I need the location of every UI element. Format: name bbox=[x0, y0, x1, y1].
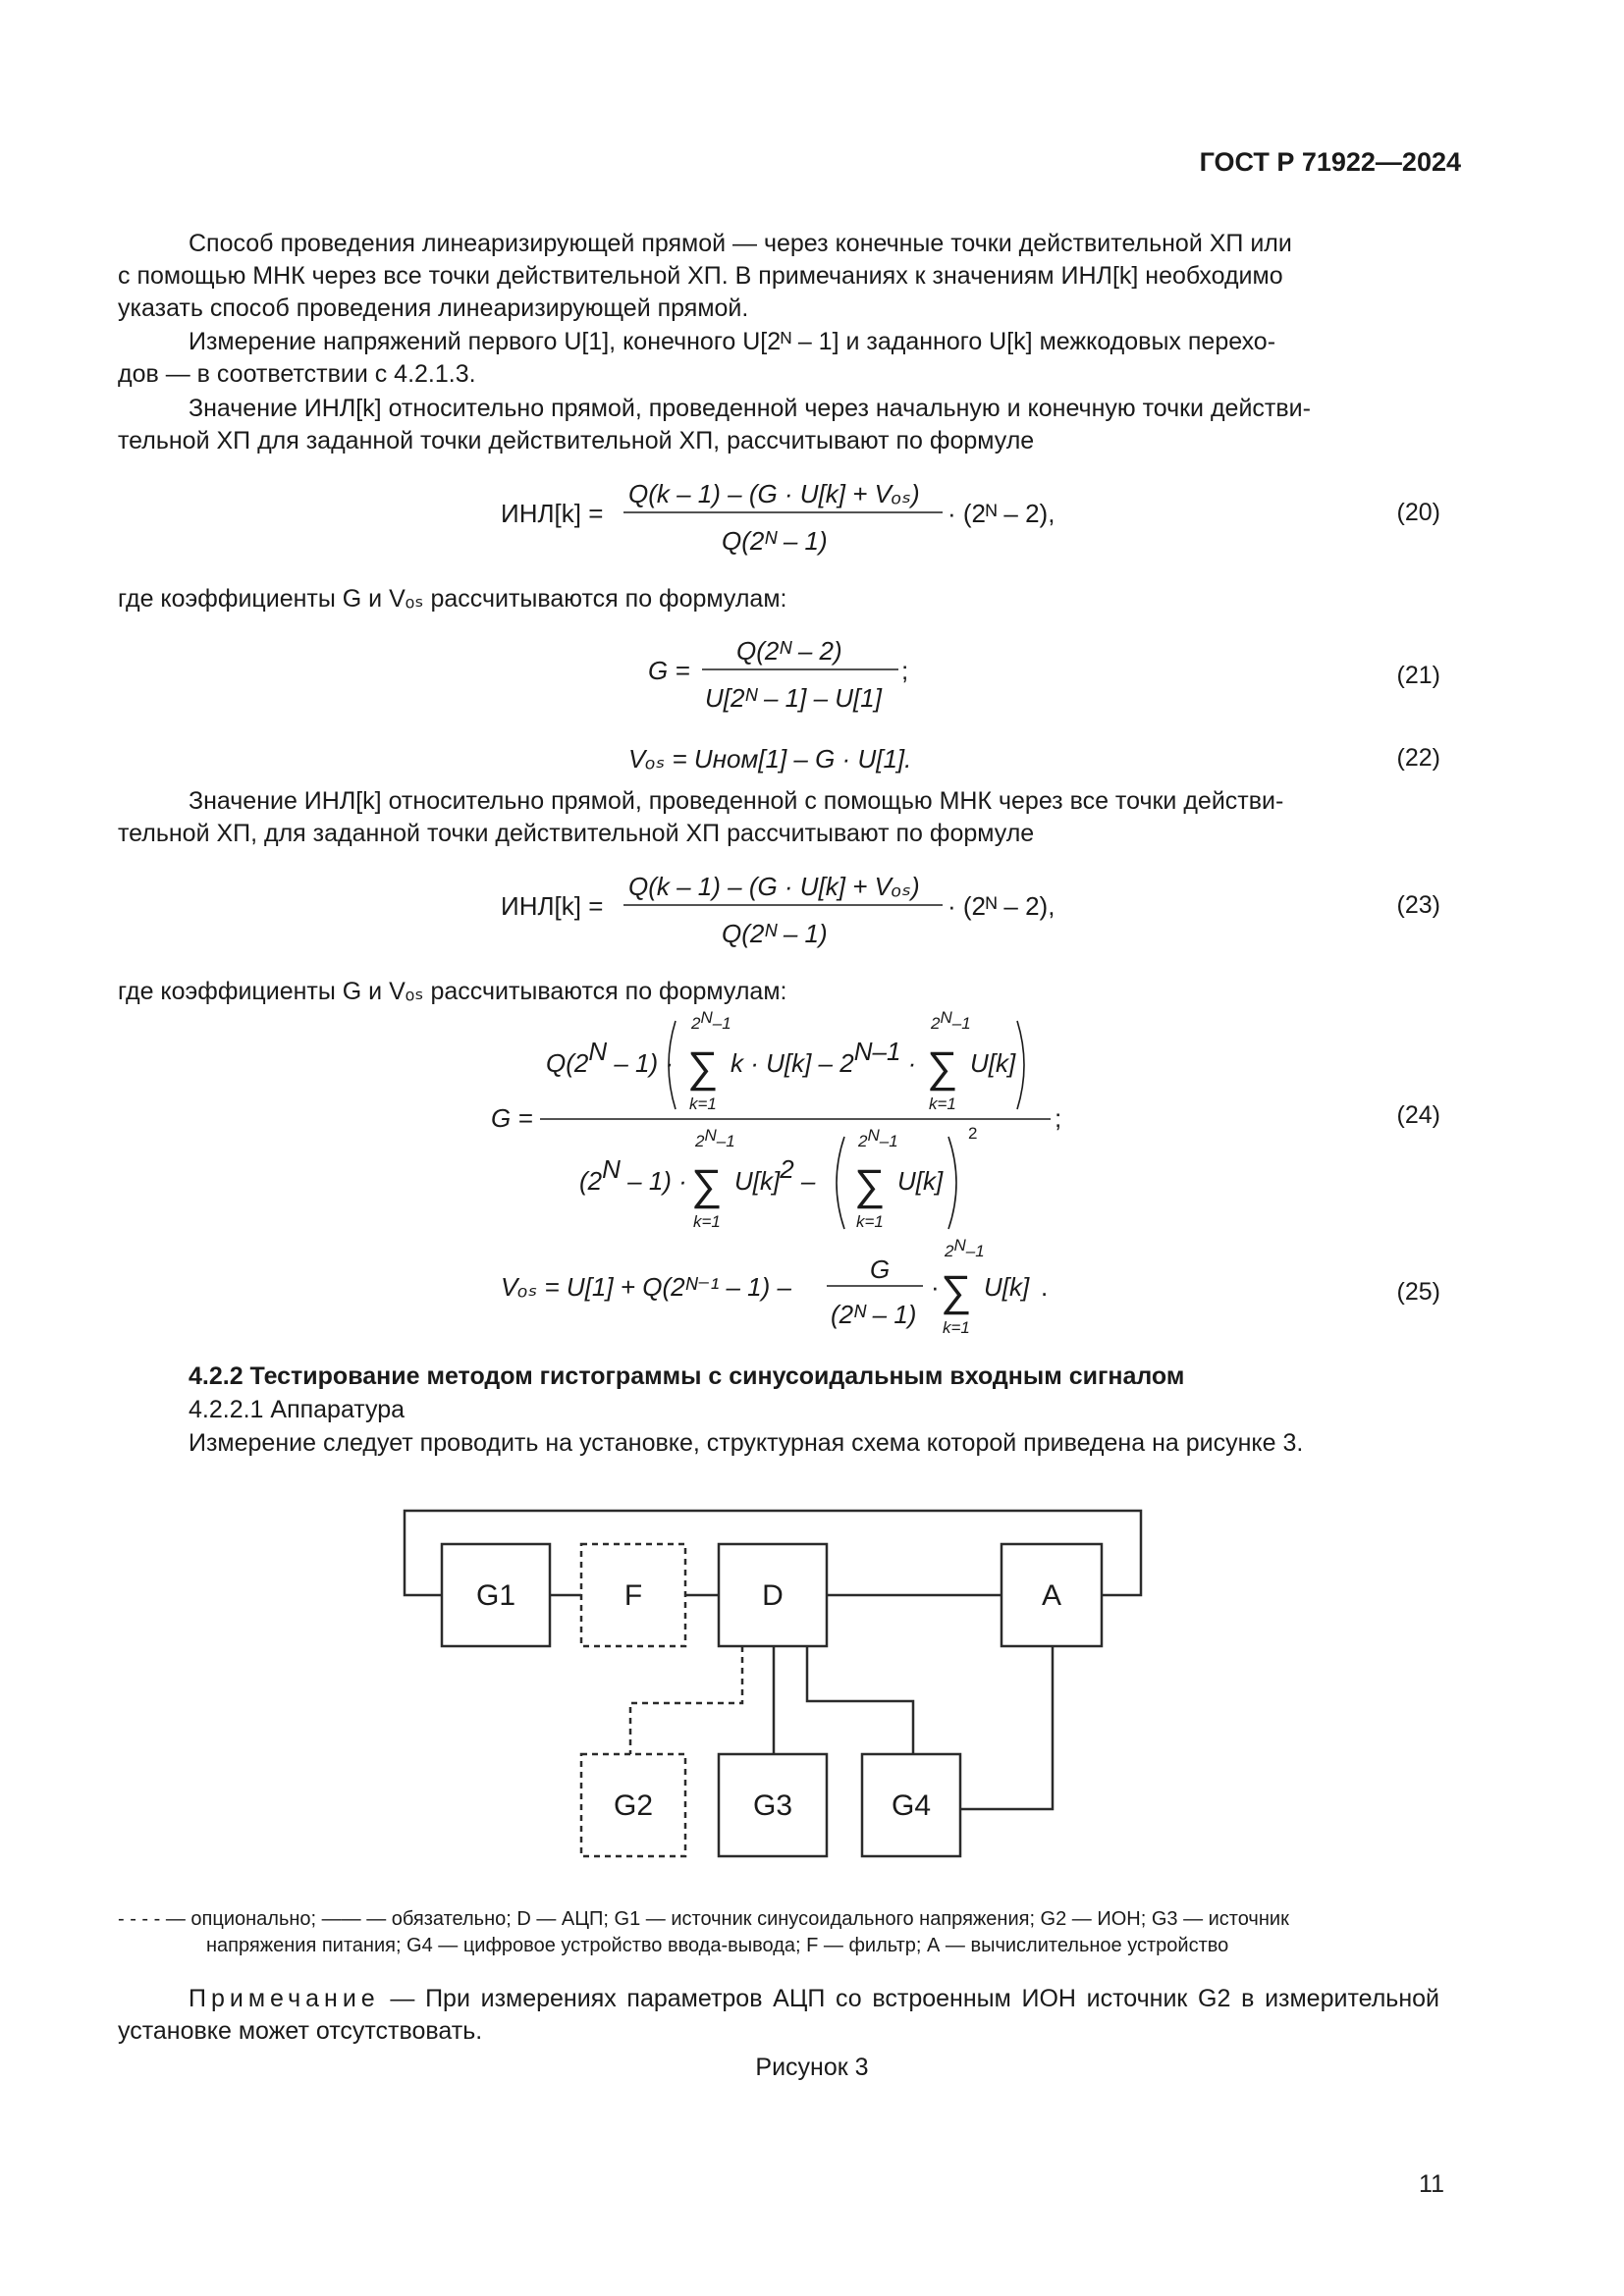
section-text: Измерение следует проводить на установке, структурная схема которой приведена на рисунке 3. bbox=[189, 1429, 1304, 1457]
svg-text:k=1: k=1 bbox=[929, 1095, 956, 1113]
formula-lhs: Vₒₛ = U[1] + Q(2ᴺ⁻¹ – 1) – bbox=[501, 1272, 791, 1302]
formula-24-numerator bbox=[546, 1008, 1024, 1113]
svg-text:∑: ∑ bbox=[941, 1267, 972, 1315]
formula-tail: . bbox=[1041, 1272, 1049, 1302]
connection-line bbox=[960, 1646, 1053, 1809]
equation-number: (20) bbox=[1396, 499, 1440, 526]
text-line: тельной ХП для заданной точки действительной ХП, рассчитывают по формуле bbox=[118, 427, 1035, 454]
equation-number: (24) bbox=[1396, 1101, 1440, 1129]
block-diagram bbox=[393, 1497, 1159, 1890]
formula-denominator: Q(2ᴺ – 1) bbox=[722, 919, 828, 948]
block-label: G3 bbox=[752, 1789, 793, 1822]
legend-line: напряжения питания; G4 — цифровое устройство ввода-вывода; F — фильтр; А — вычислительное устройство bbox=[206, 1935, 1229, 1956]
svg-text:2N–1: 2N–1 bbox=[695, 1126, 735, 1150]
paragraph-coefficients-2: где коэффициенты G и Vₒₛ рассчитываются по формулам: bbox=[118, 978, 787, 1005]
text-line: Значение ИНЛ[k] относительно прямой, проведенной с помощью МНК через все точки действи- bbox=[189, 787, 1284, 815]
equation-number: (22) bbox=[1396, 744, 1440, 772]
svg-text:U[k]: U[k] bbox=[984, 1272, 1030, 1302]
svg-text:∑: ∑ bbox=[927, 1043, 958, 1092]
svg-text:∑: ∑ bbox=[687, 1043, 719, 1092]
block-label: A bbox=[1041, 1579, 1062, 1612]
formula-23 bbox=[491, 854, 1100, 962]
paragraph-inl-lsm bbox=[118, 785, 1439, 850]
text-line: дов — в соответствии с 4.2.1.3. bbox=[118, 360, 476, 388]
page-number: 11 bbox=[1419, 2170, 1444, 2198]
svg-text:2N–1: 2N–1 bbox=[691, 1008, 731, 1033]
svg-text:2N–1: 2N–1 bbox=[931, 1008, 971, 1033]
block-label: G4 bbox=[891, 1789, 932, 1822]
formula-20 bbox=[491, 461, 1100, 569]
svg-text:U[k]2 –: U[k]2 – bbox=[734, 1154, 816, 1196]
formula-numerator: Q(2ᴺ – 2) bbox=[736, 636, 842, 666]
svg-text:k=1: k=1 bbox=[689, 1095, 717, 1113]
paren-left bbox=[837, 1137, 844, 1229]
equation-number: (23) bbox=[1396, 891, 1440, 919]
svg-text:k=1: k=1 bbox=[943, 1318, 970, 1337]
optional-line bbox=[630, 1646, 742, 1754]
svg-text:2: 2 bbox=[968, 1124, 978, 1143]
text-line: указать способ проведения линеаризирующей прямой. bbox=[118, 294, 749, 322]
block-label: G1 bbox=[475, 1579, 516, 1612]
figure-note bbox=[118, 1983, 1439, 2048]
svg-text:k · U[k] – 2N–1 ·: k · U[k] – 2N–1 · bbox=[731, 1037, 917, 1078]
text-line: с помощью МНК через все точки действительной ХП. В примечаниях к значениям ИНЛ[k] необходимо bbox=[118, 262, 1283, 290]
formula-numerator: Q(k – 1) – (G · U[k] + Vₒₛ) bbox=[628, 872, 920, 901]
formula-21 bbox=[638, 618, 952, 726]
formula-denominator: U[2ᴺ – 1] – U[1] bbox=[705, 683, 882, 713]
figure-legend bbox=[118, 1906, 1453, 1959]
subsection-heading: 4.2.2.1 Аппаратура bbox=[189, 1396, 406, 1423]
paren-right bbox=[1017, 1021, 1024, 1109]
equation-number: (21) bbox=[1396, 662, 1440, 689]
legend-line: - - - - — опционально; —— — обязательно; D — АЦП; G1 — источник синусоидального напряжения; G2 — ИОН; G3 — источник bbox=[118, 1908, 1289, 1930]
svg-text:U[k]: U[k] bbox=[970, 1048, 1016, 1078]
dot-operator: · bbox=[931, 1272, 940, 1302]
text-line: Способ проведения линеаризирующей прямой — через конечные точки действительной ХП или bbox=[189, 230, 1292, 257]
formula-lhs: ИНЛ[k] = bbox=[501, 891, 604, 921]
formula-lhs: ИНЛ[k] = bbox=[501, 499, 604, 528]
block-label: D bbox=[762, 1579, 784, 1612]
formula-factor: · (2ᴺ – 2), bbox=[947, 499, 1056, 528]
figure-caption: Рисунок 3 bbox=[755, 2054, 869, 2081]
block-label: G2 bbox=[613, 1789, 654, 1822]
equation-number: (25) bbox=[1396, 1278, 1440, 1306]
svg-text:Q(2N – 1) ·: Q(2N – 1) · bbox=[546, 1037, 675, 1078]
svg-text:∑: ∑ bbox=[691, 1161, 723, 1209]
formula-factor: · (2ᴺ – 2), bbox=[947, 891, 1056, 921]
formula-denominator: Q(2ᴺ – 1) bbox=[722, 526, 828, 556]
svg-text:k=1: k=1 bbox=[693, 1212, 721, 1231]
connection-line bbox=[807, 1646, 913, 1754]
text-line: тельной ХП, для заданной точки действительной ХП рассчитывают по формуле bbox=[118, 820, 1035, 847]
svg-text:2N–1: 2N–1 bbox=[945, 1236, 985, 1260]
formula-lhs: G = bbox=[491, 1103, 533, 1133]
svg-text:∑: ∑ bbox=[854, 1161, 886, 1209]
paragraph-linearization-method bbox=[118, 228, 1439, 325]
svg-text:(2N – 1) ·: (2N – 1) · bbox=[579, 1154, 687, 1196]
formula-25 bbox=[491, 1236, 1100, 1347]
paragraph-inl-endpoint bbox=[118, 393, 1439, 457]
section-heading: 4.2.2 Тестирование методом гистограммы с синусоидальным входным сигналом bbox=[189, 1362, 1185, 1390]
text-line: Значение ИНЛ[k] относительно прямой, проведенной через начальную и конечную точки действи- bbox=[189, 395, 1311, 422]
formula-numerator: Q(k – 1) – (G · U[k] + Vₒₛ) bbox=[628, 479, 920, 508]
note-text: — При измерениях параметров АЦП со встроенным ИОН источник G2 в измерительной установке может отсутствовать. bbox=[118, 1985, 1439, 2045]
paragraph-voltage-measurement bbox=[118, 326, 1439, 391]
fraction-numerator: G bbox=[870, 1255, 891, 1284]
fraction-denominator: (2ᴺ – 1) bbox=[831, 1300, 917, 1329]
formula-24 bbox=[481, 1008, 1110, 1237]
document-header: ГОСТ Р 71922—2024 bbox=[1199, 147, 1461, 177]
formula-lhs: G = bbox=[648, 656, 690, 685]
block-label: F bbox=[623, 1579, 643, 1612]
formula-24-denominator bbox=[579, 1124, 977, 1231]
formula-text: Vₒₛ = Uном[1] – G · U[1]. bbox=[628, 744, 912, 774]
text-line: Измерение напряжений первого U[1], конечного U[2ᴺ – 1] и заданного U[k] межкодовых перехо- bbox=[189, 328, 1276, 355]
svg-text:U[k]: U[k] bbox=[897, 1166, 944, 1196]
formula-22 bbox=[619, 736, 992, 781]
formula-tail: ; bbox=[1055, 1103, 1062, 1133]
note-label: Примечание bbox=[189, 1985, 380, 2012]
formula-tail: ; bbox=[901, 656, 909, 685]
svg-text:k=1: k=1 bbox=[856, 1212, 884, 1231]
paren-right bbox=[948, 1137, 956, 1229]
svg-text:2N–1: 2N–1 bbox=[858, 1126, 898, 1150]
paragraph-coefficients-1: где коэффициенты G и Vₒₛ рассчитываются по формулам: bbox=[118, 585, 787, 613]
